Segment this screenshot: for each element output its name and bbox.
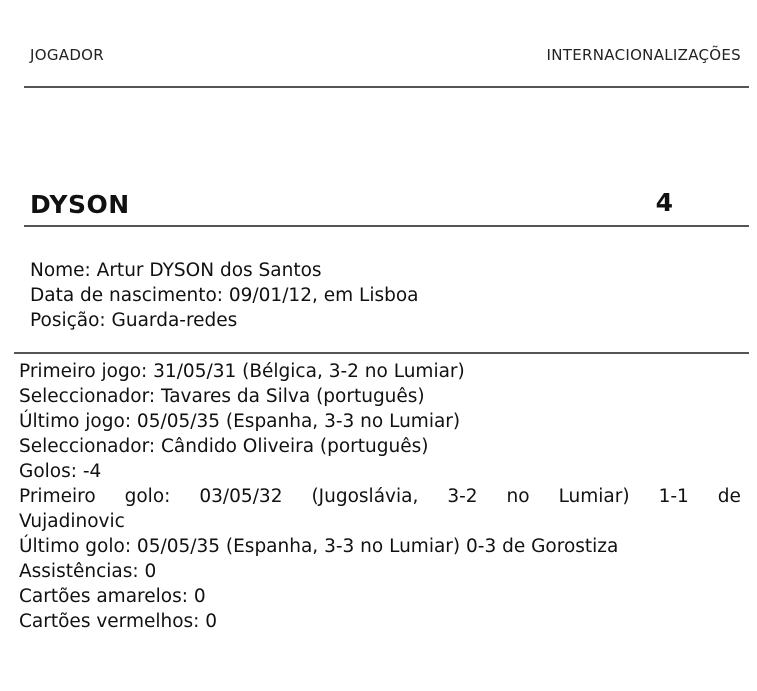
last-goal-line: Último golo: 05/05/35 (Espanha, 3-3 no Lumiar) 0-3 de Gorostiza — [19, 536, 619, 557]
position-line: Posição: Guarda-redes — [30, 310, 238, 331]
birth-line: Data de nascimento: 09/01/12, em Lisboa — [30, 285, 419, 306]
stats-block — [19, 359, 741, 634]
first-goal-continuation: Vujadinovic — [19, 511, 125, 532]
full-name-line: Nome: Artur DYSON dos Santos — [30, 260, 322, 281]
first-goal-word: Primeiro — [19, 486, 96, 507]
player-name-heading: DYSON — [30, 190, 130, 219]
header-right-label: INTERNACIONALIZAÇÕES — [546, 46, 741, 64]
name-divider — [24, 225, 749, 227]
first-goal-word: 3-2 — [447, 486, 478, 507]
first-goal-line — [19, 484, 741, 509]
first-coach-line: Seleccionador: Tavares da Silva (português) — [19, 386, 425, 407]
bio-block — [30, 258, 419, 333]
yellow-cards-line: Cartões amarelos: 0 — [19, 586, 206, 607]
assists-line: Assistências: 0 — [19, 561, 157, 582]
goals-line: Golos: -4 — [19, 461, 102, 482]
red-cards-line: Cartões vermelhos: 0 — [19, 611, 218, 632]
player-caps-count: 4 — [655, 188, 673, 217]
header-divider — [24, 86, 749, 88]
first-game-line: Primeiro jogo: 31/05/31 (Bélgica, 3-2 no Lumiar) — [19, 361, 465, 382]
first-goal-word: (Jugoslávia, — [311, 486, 419, 507]
bio-divider — [14, 352, 749, 354]
header-left-label: JOGADOR — [30, 46, 104, 64]
first-goal-word: de — [717, 486, 741, 507]
first-goal-word: Lumiar) — [558, 486, 630, 507]
first-goal-word: no — [506, 486, 530, 507]
first-goal-word: golo: — [124, 486, 171, 507]
first-goal-word: 03/05/32 — [199, 486, 283, 507]
first-goal-word: 1-1 — [658, 486, 689, 507]
last-game-line: Último jogo: 05/05/35 (Espanha, 3-3 no Lumiar) — [19, 411, 461, 432]
last-coach-line: Seleccionador: Cândido Oliveira (português) — [19, 436, 429, 457]
